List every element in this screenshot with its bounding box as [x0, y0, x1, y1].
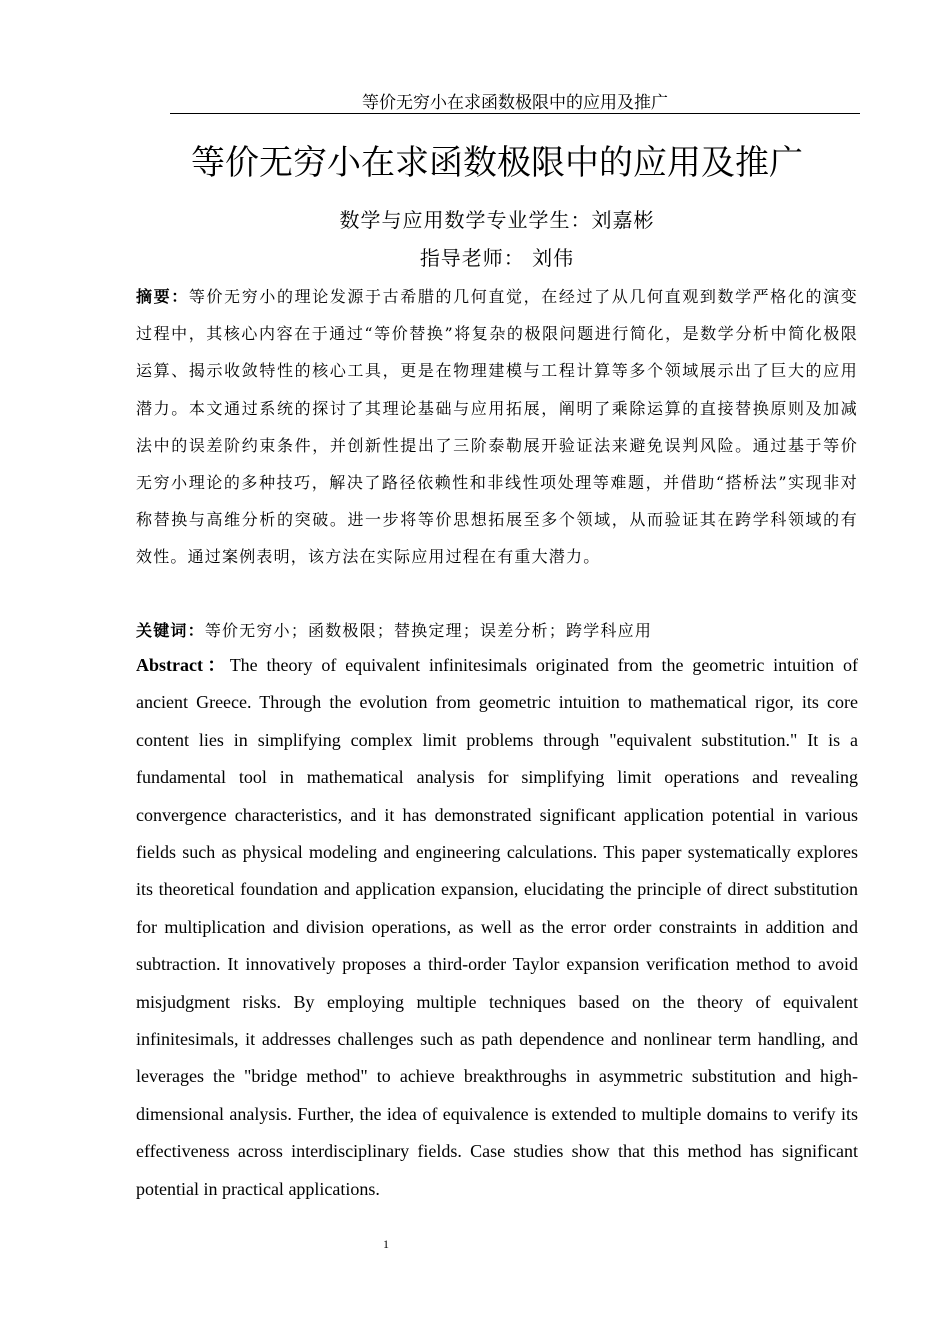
keywords-label: 关键词：	[136, 621, 205, 640]
chinese-abstract	[136, 278, 858, 576]
chinese-abstract-label: 摘要：	[136, 287, 189, 306]
advisor-line: 指导老师： 刘伟	[419, 246, 575, 270]
chinese-abstract-text: 等价无穷小的理论发源于古希腊的几何直觉，在经过了从几何直观到数学严格化的演变过程中，其核心内容在于通过“等价替换”将复杂的极限问题进行简化，是数学分析中简化极限运算、揭示收敛特性的核心工具，更是在物理建模与工程计算等多个领域展示出了巨大的应用潜力。本文通过系统的探讨了其理论基础与应用拓展，阐明了乘除运算的直接替换原则及加减法中的误差阶约束条件，并创新性提出了三阶泰勒展开验证法来避免误判风险。通过基于等价无穷小理论的多种技巧，解决了路径依赖性和非线性项处理等难题，并借助“搭桥法”实现非对称替换与高维分析的突破。进一步将等价思想拓展至多个领域，从而验证其在跨学科领域的有效性。通过案例表明，该方法在实际应用过程在有重大潜力。	[136, 287, 858, 567]
page-number: 1	[383, 1237, 389, 1251]
running-header: 等价无穷小在求函数极限中的应用及推广	[362, 93, 668, 113]
header-rule	[170, 113, 860, 114]
english-abstract-label: Abstract：	[136, 655, 230, 675]
author-line: 数学与应用数学专业学生：刘嘉彬	[339, 208, 655, 232]
english-abstract	[136, 647, 858, 1208]
keywords-text: 等价无穷小；函数极限；替换定理；误差分析；跨学科应用	[204, 621, 653, 640]
keywords	[136, 612, 858, 649]
paper-title: 等价无穷小在求函数极限中的应用及推广	[191, 143, 803, 183]
english-abstract-text: The theory of equivalent infinitesimals originated from the geometric intuition of ancient Greece. Through the evolution from geometric intuition to mathematical rigor, its core content lies in simplifying complex limit problems through "equivalent substitution." It is a fundamental tool in mathematical analysis for simplifying limit operations and revealing convergence characteristics, and it has demonstrated significant application potential in various fields such as physical modeling and engineering calculations. This paper systematically explores its theoretical foundation and application expansion, elucidating the principle of direct substitution for multiplication and division operations, as well as the error order constraints in addition and subtraction. It innovatively proposes a third-order Taylor expansion verification method to avoid misjudgment risks. By employing multiple techniques based on the theory of equivalent infinitesimals, it addresses challenges such as path dependence and nonlinear term handling, and leverages the "bridge method" to achieve breakthroughs in asymmetric substitution and high-dimensional analysis. Further, the idea of equivalence is extended to multiple domains to verify its effectiveness across interdisciplinary fields. Case studies show that this method has significant potential in practical applications.	[136, 655, 859, 1199]
